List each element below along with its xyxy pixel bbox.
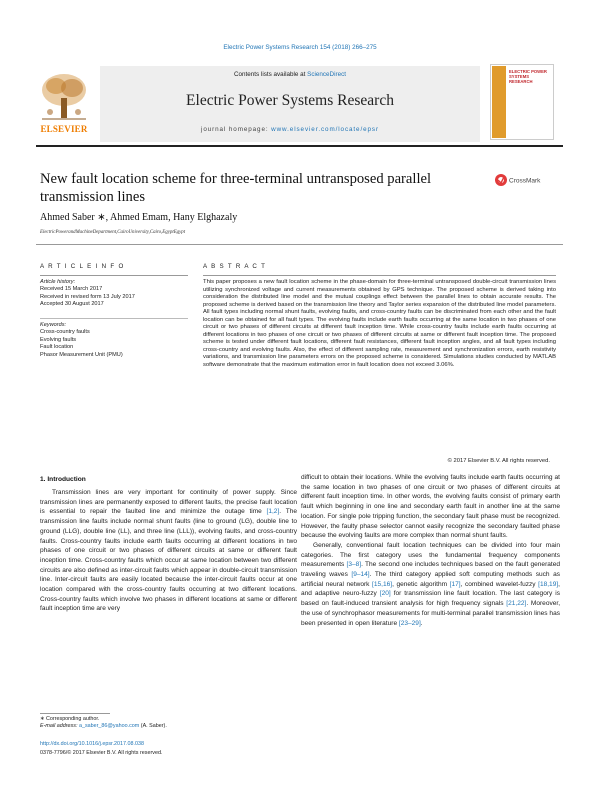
doi-link[interactable] [40,741,300,748]
sciencedirect-link[interactable]: ScienceDirect [307,71,346,78]
cover-title: ELECTRIC POWER SYSTEMS RESEARCH [509,69,547,84]
keywords-block [40,322,190,359]
text-run: . The third category applied soft computing methods such as artificial neural network [301,571,560,588]
article-info-label: A R T I C L E I N F O [40,263,125,270]
keyword: Cross-country faults [40,329,90,336]
keyword: Phasor Measurement Unit (PMU) [40,351,123,358]
text-run: , and adaptive neuro-fuzzy [301,580,560,598]
article-info-divider [40,275,188,276]
homepage-link[interactable]: www.elsevier.com/locate/epsr [271,126,379,133]
citation-link[interactable]: [20] [379,590,391,598]
issn-line: 0378-7796/© 2017 Elsevier B.V. All rights reserved. [40,750,163,756]
email-label: E-mail address: [40,723,79,729]
citation-link[interactable]: [17] [449,580,461,588]
cover-accent-bar [492,66,506,138]
header-divider [36,145,563,147]
abstract-copyright: © 2017 Elsevier B.V. All rights reserved. [447,458,550,464]
citation-link[interactable]: [9–14] [351,571,370,579]
body-column-left [40,488,297,614]
abstract-divider [203,275,556,276]
body-column-right [301,473,560,628]
doi-text[interactable]: http://dx.doi.org/10.1016/j.epsr.2017.08.038 [40,741,144,747]
journal-title: Electric Power Systems Research [186,92,394,109]
text-run: Transmission lines are very important for continuity of power supply. Since transmission lines are permanently exposed to different faults, the precise fault location is essential to repair the faulted line and minimize the outage time [40,489,297,516]
keywords-divider [40,318,188,319]
keyword: Fault location [40,344,74,351]
corresponding-author-note: ∗ Corresponding author. [40,716,100,722]
keywords-label: Keywords: [40,322,67,328]
affiliation: ElectricPowerandMachineDepartment,CairoUniversity,Cairo,EgyptEgypt [40,230,186,235]
intro-paragraph-1 [40,488,297,614]
email-link[interactable]: a_saber_86@yahoo.com [78,723,140,729]
section-heading-introduction: 1. Introduction [40,476,86,483]
article-title: New fault location scheme for three-terminal untransposed parallel transmission lines [40,171,432,205]
contents-line [100,71,480,78]
received-date: Received 15 March 2017 [40,286,103,293]
accepted-date: Accepted 30 August 2017 [40,301,104,308]
citation-link[interactable]: [18,19] [538,580,559,588]
text-run: for transmission line fault location. The last category is based on fault-induced transient analysis for high frequency signals [301,590,560,608]
abstract-label: A B S T R A C T [203,263,267,270]
text-run: . Moreover, the use of synchrophasor measurements for multi-terminal parallel transmission lines has been presented in open literature [301,600,561,627]
keyword: Evolving faults [40,336,77,343]
crossmark-label: CrossMark [509,177,541,185]
text-run: . The second one includes techniques based on the fault generated traveling waves [301,561,560,579]
text-run: Generally, conventional fault location techniques can be divided into four main categories. The first category uses the fundamental frequency components measurements [301,541,560,569]
email-suffix: (A. Saber). [139,723,167,729]
history-label: Article history: [40,279,76,285]
intro-paragraph-cont: difficult to obtain their locations. While the evolving faults include earth faults occurring at the same location in two phases of one circuit or two phases of different circuits at different fault inception time. In other words, the evolving faults consist of primary earth fault which beginning in one line and secondary earth fault in another line at the same location. For single pole tripping function, the secondary fault phase must be recognized. However, the faulty phase selector cannot easily recognize the secondary faulted phase because the evolving faults are more complex than normal shunt faults. [301,474,560,540]
journal-homepage [100,126,480,133]
contents-prefix: Contents lists available at [233,71,308,78]
text-run: , genetic algorithm [392,580,450,588]
footnote-divider [40,713,110,714]
homepage-prefix: journal homepage: [201,126,272,133]
affiliation-divider [36,244,563,245]
article-history [40,279,190,309]
revised-date: Received in revised form 13 July 2017 [40,293,135,300]
crossmark-badge[interactable] [494,173,564,187]
text-run: , combined wavelet-fuzzy [460,580,539,588]
author-list: Ahmed Saber ∗, Ahmed Emam, Hany Elghazaly [40,212,238,223]
publisher-name: ELSEVIER [40,124,88,134]
citation-link[interactable]: [15,16] [372,580,393,588]
citation-link[interactable]: [1,2] [266,508,280,516]
text-run: . The transmission line faults include normal shunt faults (line to ground (LG), double line to ground (LLG), double line (LL), and three line (LLL)), evolving faults, and cross-country faults. Cross-country faults include earth faults occurring at different locations in two phases of one circuit or two phases of different circuits at same or different fault inception time. Cross-country faults which occur at same location between two different circuits are also defined as inter-circuit faults which appear in double-circuit transmission line. Inter-circuit faults are easily located because the inter-circuit faults occur at one location compared with the cross-country faults occurring at two different locations. Cross-country faults which involve two phases in different locations at same or different fault inception time are very [40,508,297,613]
intro-paragraph-2 [301,541,560,628]
journal-reference[interactable]: Electric Power Systems Research 154 (2018) 266–275 [223,44,377,51]
citation-link[interactable]: [23–29] [398,619,421,627]
citation-link[interactable]: [21,22] [506,600,527,608]
text-run: . [420,619,423,627]
email-line [40,723,300,730]
abstract-text: This paper proposes a new fault location scheme in the phase-domain for three-terminal untransposed double-circuit transmission lines utilizing synchronized voltage and current measurements obtained by GPS technique. The proposed scheme is derived taking into consideration the distributed line model and the mutual couplings effect between the parallel lines to obtain accurate results. The proposed scheme is derived based on the transmission line theory and Taylor series expansion of the distributed line model parameters. All fault types including normal shunt faults, evolving faults, and cross-country faults can be discriminated from each other and the fault location can be obtained for all fault types. The evolving faults include earth faults occurring at the same location in two phases of one circuit or two phases of different circuits at different fault inception time. While cross-country faults include earth faults occurring at different locations in two phases of one circuit or two phases of different circuits at same or different fault inception time. The proposed scheme is tested under different fault locations, different fault resistances, different fault inception angles, and all fault types including cross-country and evolving faults. Also, the effect of different sampling rate, measurement and synchronization errors, earth resistivity variations, and transmission line parameters errors on the proposed scheme is considered. Simulations studies conducted by MATLAB software demonstrate that the maximum estimation error in fault location does not exceed 3.06%. [203,279,556,369]
citation-link[interactable]: [3–8] [346,561,362,569]
